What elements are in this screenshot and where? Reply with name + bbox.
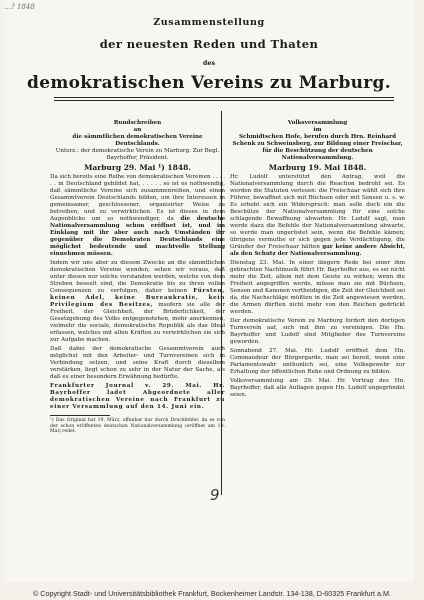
left-paragraph-2-spaced: Fürsten, keinen Adel, keine Bureaukratie, kein Privilegium des Besitzes, xyxy=(50,288,226,308)
footnote-rule xyxy=(50,415,110,416)
left-paragraph-4: Frankfurter Journal v. 29. Mai. Hr. Bayrhoffer ladet Abgeordnete aller demokratischen Vereine nach Frankfurt zu einer Versammlung auf den 14. Juni ein. xyxy=(50,383,225,410)
right-heading-1: Volksversammlung xyxy=(287,120,348,126)
left-paragraph-2 xyxy=(50,260,225,344)
right-paragraph-1-bold: gar keine andere Absicht, als den Schutz der Nationalversammlung. xyxy=(230,244,406,257)
page-number: 9 xyxy=(210,486,220,504)
footnote: ¹) Das Original hat 19. März, offenbar nur durch Druckfehler, da es von der schon eröffneten deutschen Nationalversammlung (eröffnet am 18. Mai) redet. xyxy=(50,418,225,435)
right-dateline: Marburg 19. Mai 1848. xyxy=(268,163,367,172)
left-column xyxy=(50,120,225,435)
right-paragraph-4: Sonnabend 27. Mai. Hr. Ludolf eröffnet dem Hn. Commandeur der Bürgergarde, man sei bereit, wenn eine Parlamentswahr unthunlich sei, eine Volksgewehr zur Erhaltung der öffentlichen Ruhe und Ordnung zu bilden. xyxy=(230,348,405,375)
shelfmark-note: …? 1848 xyxy=(4,3,35,11)
left-dateline: Marburg 29. Mai ¹) 1848. xyxy=(84,163,191,172)
left-paragraph-2-text-a: Indem wir uns aber zu diesem Zwecke an die sämmtlichen demokratischen Vereine wenden, sehen wir voraus, daß unter diesen nur solche verstanden werden, welche von dem Streben beseelt sind, die Demokratie bis zu ihren vollen Consequenzen zu verfolgen, daher keinen xyxy=(50,260,225,294)
right-paragraph-3: Der demokratische Verein zu Marburg fordert den dortigen Turnverein auf, sich mit ihm zu vereinigen. Die Hn. Bayrhoffer und Ludolf sind Mitglieder des Turnvereins geworden. xyxy=(230,318,405,345)
left-heading-3: die sämmtlichen demokratischen Vereine Deutschlands. xyxy=(72,134,203,147)
left-paragraph-1 xyxy=(50,174,225,258)
right-heading-2: im xyxy=(313,127,322,133)
right-paragraph-1-text: Hr. Ludolf unterstützt den Antrag, weil die Nationalversammlung durch die Reaction bedroht sei. Es werden die Statuten verlesen: die Freischaar wählt sich ihre Führer, bewaffnet sich mit Büchsen oder mit Sensen u. s. w. Es erhebt sich ein Widerspruch: man solle doch ein die Beschütze der Nationalversammlung für eine solche schlagende Bewaffnung abwarten. Hr. Ludolf sagt, man werde dazu die Befehle der Nationalversammlung abwarte, so werde man ungerüstet sein, wenn die Befehle kämen; übrigens vermuthe er sich gegen jede Verdächtigung, die Gründer der Freischaar hätten xyxy=(230,174,405,250)
right-paragraph-1 xyxy=(230,174,405,258)
copyright-footer: © Copyright Stadt- und Universitätsbibliothek Frankfurt, Bockenheimer Landstr. 134-138, D-60325 Frankfurt a.M. xyxy=(32,589,392,598)
document-page xyxy=(4,0,414,582)
left-paragraph-1-bold: die deutsche Nationalversammlung schon eröffnet ist, und im Einklang mit ihr aber auch nach Umständen ihr gegenüber die Demokraten Deutschlands eine möglichst bedeutende und machtvolle Stellung einnehmen müssen. xyxy=(50,216,226,257)
right-paragraph-2: Dienstag 23. Mai. In einer längern Rede bei einer ihm gebrachten Nachtmusik führt Hr. Bayrhoffer aus, es sei nicht mehr die Zeit, allein mit dem Geiste zu wirken; wenn die Freiheit angegriffen werde, müsse man sie mit Büchsen, Sensen und Kanonen vertheidigen, die Zeit der Gleichheit sei da, die Nachschläge müßten in die Zeit angewiesen werden, die Armen dürften nicht mehr von den Reichen gedrückt werden. xyxy=(230,260,405,315)
left-signature: Unterz.: der demokratische Verein zu Marburg. Zur Begl. Bayrhoffer, Präsident. xyxy=(55,148,220,161)
title-line-2: der neuesten Reden und Thaten xyxy=(99,37,319,51)
left-heading-1: Rundschreiben xyxy=(113,120,162,126)
left-paragraph-1-text: Da sich bereits eine Reihe von demokratischen Vereinen . . . . . . in Deutschland gebildet hat, . . . . . so ist es nothwendig, daß sämmtliche Vereine sich zusammenreihen, und einen Gesammtverein Deutschlands bilden, um ihre Interessen in gemeinsamer, geschlossener, organisirter Weise zu betreiben, und zu verwirklichen. Es ist dieses in dem Augenblicke um so nothwendiger, da xyxy=(50,174,225,222)
title-line-3: des xyxy=(202,59,216,67)
title-line-4: demokratischen Vereins zu Marburg. xyxy=(27,73,391,93)
left-paragraph-3: Daß dabei der demokratische Gesammtverein auch möglichst mit den Arbeiter- und Turnvereinen sich in Verbindung setzen, und seine Kraft durch dieselben verstärken, liegt schon zu sehr in der Natur der Sache, als daß es einer besondern Erwähnung bedürfte. xyxy=(50,346,225,380)
title-rule-bottom xyxy=(54,100,394,101)
title-line-1: Zusammenstellung xyxy=(153,17,265,28)
right-heading-3: Schmidtschen Hofe, berufen durch Hrn. Reinhard Schenk zu Schweinsberg, zur Bildung einer Freischar, für die Beschützung der deutschen Nationalversammlung. xyxy=(232,134,403,161)
right-paragraph-5: Volksversammlung am 29. Mai. Hr. Vortrag des Hn. Bayrhoffer, daß alle Auflagen gegen Hn. Ludolf ungegründet seien. xyxy=(230,378,405,398)
left-heading-2: an xyxy=(133,127,142,133)
left-paragraph-2-text-b: insofern sie alle der Freiheit, der Gleichheit, der Brüderlichkeit, der Gesetzgebung des Volks entgegenstehen, mehr anerkennen, vielmehr die sociale, demokratische Republik als das Ideal erfassen, welches mit allen Kräften zu verwirklichen sie sich zur Aufgabe machen. xyxy=(50,302,226,343)
right-column xyxy=(230,120,405,401)
title-rule-top xyxy=(54,97,394,98)
